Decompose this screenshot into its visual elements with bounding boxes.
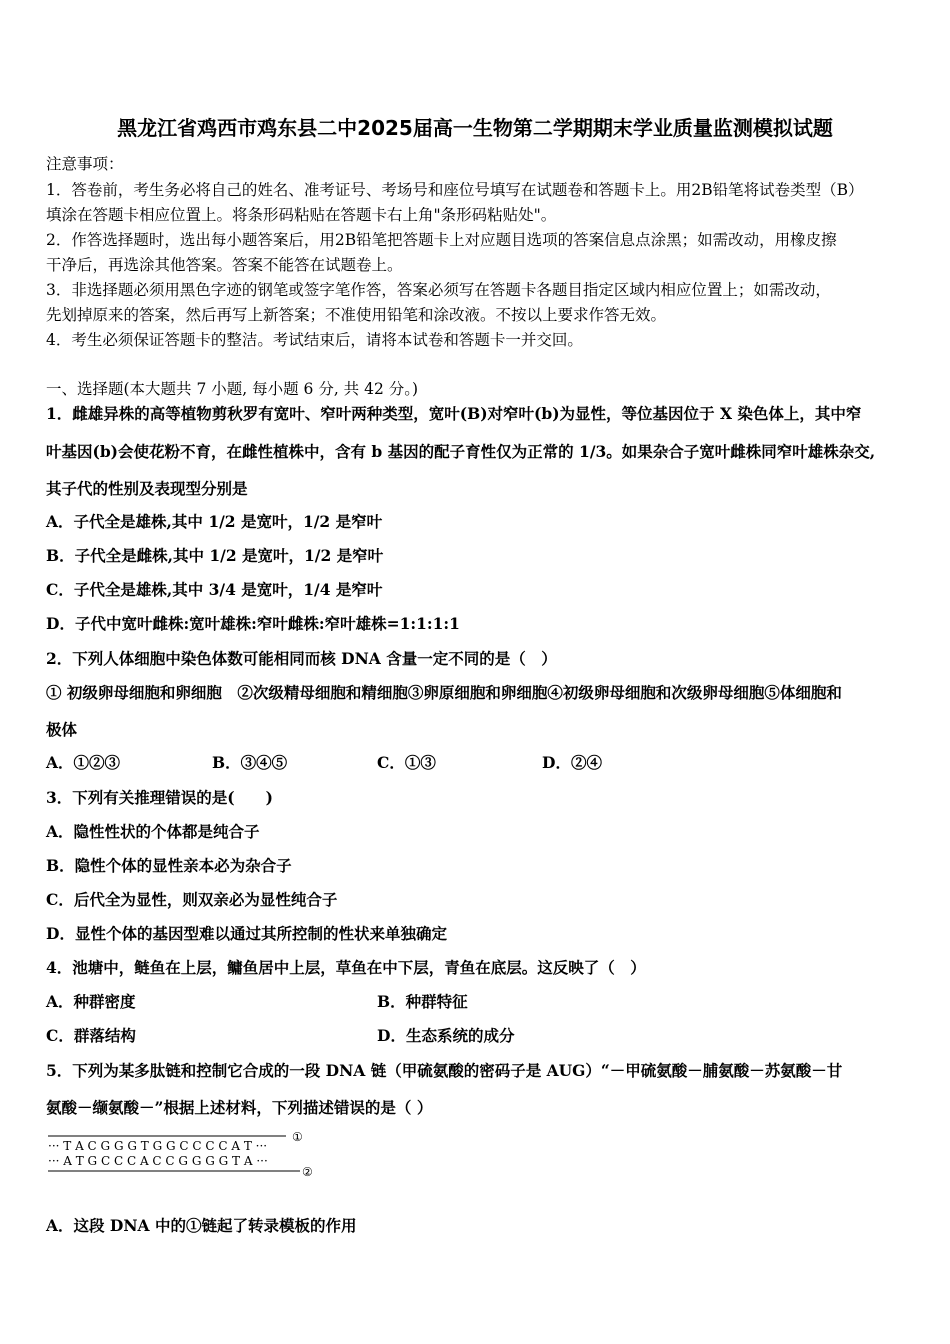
q1-option-c: C．子代全是雄株,其中 3/4 是宽叶，1/4 是窄叶 [46,580,383,599]
notice-heading: 注意事项： [46,155,124,173]
notice-line: 先划掉原来的答案，然后再写上新答案；不准使用铅笔和涂改液。不按以上要求作答无效。 [46,306,667,324]
q1-stem-line: 叶基因(b)会使花粉不育，在雌性植株中，含有 b 基因的配子育性仅为正常的 1/3。如果杂合子宽叶雌株同窄叶雄株杂交, [46,442,876,461]
q4-option-a: A．种群密度 [46,992,136,1011]
q3-option-d: D．显性个体的基因型难以通过其所控制的性状来单独确定 [46,924,447,943]
q2-option-d: D．②④ [542,753,602,772]
q3-option-a: A．隐性性状的个体都是纯合子 [46,822,260,841]
q3-stem: 3．下列有关推理错误的是( ) [46,788,273,807]
q1-stem-line: 其子代的性别及表现型分别是 [46,479,248,498]
q3-option-c: C．后代全为显性，则双亲必为显性纯合子 [46,890,338,909]
page-title: 黑龙江省鸡西市鸡东县二中2025届高一生物第二学期期末学业质量监测模拟试题 [117,116,833,140]
q4-stem: 4．池塘中，鲢鱼在上层，鳙鱼居中上层，草鱼在中下层，青鱼在底层。这反映了（ ） [46,958,646,977]
q2-option-b: B．③④⑤ [212,753,288,772]
q5-stem-line: 5．下列为某多肽链和控制它合成的一段 DNA 链（甲硫氨酸的密码子是 AUG）“－甲硫氨酸－脯氨酸－苏氨酸－甘 [46,1061,843,1080]
q2-option-c: C．①③ [377,753,436,772]
notice-line: 3．非选择题必须用黑色字迹的钢笔或签字笔作答，答案必须写在答题卡各题目指定区域内相应位置上；如需改动， [46,281,831,299]
notice-line: 4．考生必须保证答题卡的整洁。考试结束后，请将本试卷和答题卡一并交回。 [46,331,583,349]
dna-strand-figure [46,1128,326,1178]
q5-option-a: A．这段 DNA 中的①链起了转录模板的作用 [46,1216,357,1235]
q2-option-a: A．①②③ [46,753,121,772]
notice-line: 填涂在答题卡相应位置上。将条形码粘贴在答题卡右上角"条形码粘贴处"。 [46,206,557,224]
notice-line: 2．作答选择题时，选出每小题答案后，用2B铅笔把答题卡上对应题目选项的答案信息点涂黑；如需改动，用橡皮擦 [46,231,837,249]
notice-line: 1．答卷前，考生务必将自己的姓名、准考证号、考场号和座位号填写在试题卷和答题卡上。用2B铅笔将试卷类型（B） [46,181,864,199]
q2-items-line: 极体 [46,720,78,739]
q1-option-d: D．子代中宽叶雌株:宽叶雄株:窄叶雌株:窄叶雄株=1:1:1:1 [46,614,460,633]
notice-line: 干净后，再选涂其他答案。答案不能答在试题卷上。 [46,256,403,274]
strand-1-sequence: ··· T A C G G G T G G C C C C A T ··· [48,1139,268,1153]
q3-option-b: B．隐性个体的显性亲本必为杂合子 [46,856,292,875]
q2-items-line: ① 初级卵母细胞和卵细胞 ②次级精母细胞和精细胞③卵原细胞和卵细胞④初级卵母细胞和次级卵母细胞⑤体细胞和 [46,683,842,702]
q4-option-d: D．生态系统的成分 [377,1026,515,1045]
strand-2-sequence: ··· A T G C C C A C C G G G G T A ··· [48,1154,268,1168]
strand-1-marker: ① [292,1130,303,1144]
q4-option-b: B．种群特征 [377,992,468,1011]
q4-option-c: C．群落结构 [46,1026,136,1045]
section-heading: 一、选择题(本大题共 7 小题, 每小题 6 分, 共 42 分。) [46,380,419,398]
q5-stem-line: 氨酸－缬氨酸－”根据上述材料，下列描述错误的是（ ） [46,1098,433,1117]
strand-2-marker: ② [302,1165,313,1178]
q1-stem-line: 1．雌雄异株的高等植物剪秋罗有宽叶、窄叶两种类型，宽叶(B)对窄叶(b)为显性，等位基因位于 X 染色体上，其中窄 [46,404,862,423]
q1-option-a: A．子代全是雄株,其中 1/2 是宽叶，1/2 是窄叶 [46,512,383,531]
q1-option-b: B．子代全是雌株,其中 1/2 是宽叶，1/2 是窄叶 [46,546,384,565]
q2-stem: 2．下列人体细胞中染色体数可能相同而核 DNA 含量一定不同的是（ ） [46,649,557,668]
